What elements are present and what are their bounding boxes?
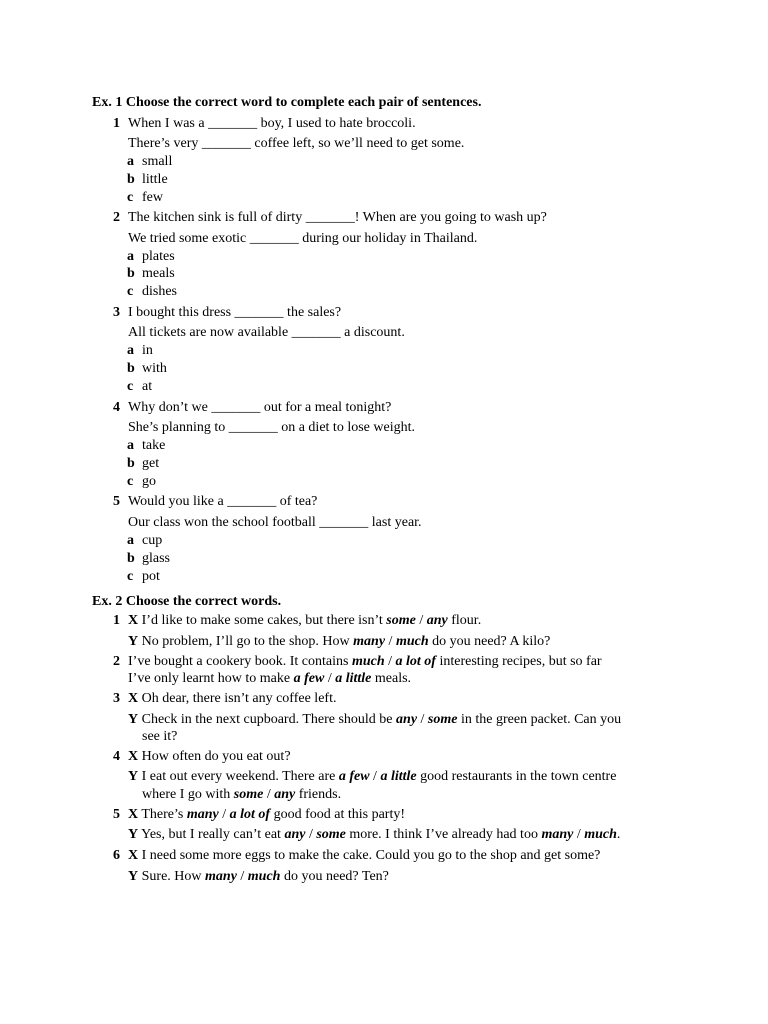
ex1-option[interactable]: b with [127,361,167,376]
ex1-sentence: When I was a _______ boy, I used to hate broccoli. [128,116,416,131]
ex1-heading: Ex. 1 Choose the correct word to complete each pair of sentences. [92,95,482,110]
choice[interactable]: any [274,787,296,802]
ex1-sentence: She’s planning to _______ on a diet to lose weight. [128,420,415,435]
ex1-sentence: Why don’t we _______ out for a meal tonight? [128,400,392,415]
ex1-item-number: 3 [113,305,120,320]
ex1-option[interactable]: a cup [127,533,163,548]
ex2-line: see it? [142,729,178,744]
choice[interactable]: a lot of [395,654,436,669]
ex1-option[interactable]: b meals [127,266,175,281]
ex2-line: X There’s many / a lot of good food at this party! [128,807,406,822]
ex1-sentence: I bought this dress _______ the sales? [128,305,342,320]
choice[interactable]: some [427,712,458,727]
ex2-line: X I’d like to make some cakes, but there isn’t some / any flour. [128,613,482,628]
choice[interactable]: much [395,634,429,649]
choice[interactable]: any [284,827,306,842]
choice[interactable]: many [205,869,237,884]
choice[interactable]: a little [335,671,372,686]
ex1-option[interactable]: a plates [127,249,175,264]
choice[interactable]: some [386,613,416,628]
choice[interactable]: many [541,827,574,842]
ex1-option[interactable]: c few [127,190,163,205]
ex1-item-number: 1 [113,116,120,131]
ex2-line: I’ve bought a cookery book. It contains much / a lot of interesting recipes, but so far [128,654,602,669]
ex2-item-number: 1 [113,613,120,628]
ex2-line: Y Check in the next cupboard. There should be any / some in the green packet. Can you [128,712,622,727]
choice[interactable]: a lot of [229,807,271,822]
choice[interactable]: a few [338,769,370,784]
ex2-item-number: 6 [113,848,120,863]
ex2-line: Y I eat out every weekend. There are a few / a little good restaurants in the town centre [128,769,617,784]
ex2-item-number: 4 [113,749,120,764]
ex2-line: X Oh dear, there isn’t any coffee left. [128,691,337,706]
ex2-line: Y No problem, I’ll go to the shop. How many / much do you need? A kilo? [128,634,551,649]
ex2-line: Y Sure. How many / much do you need? Ten? [128,869,389,884]
choice[interactable]: many [353,634,386,649]
ex2-line: I’ve only learnt how to make a few / a little meals. [128,671,412,686]
ex1-item-number: 2 [113,210,120,225]
ex1-option[interactable]: a in [127,343,153,358]
choice[interactable]: a few [293,671,325,686]
ex2-line: where I go with some / any friends. [142,787,342,802]
ex1-option[interactable]: c at [127,379,153,394]
ex1-sentence: We tried some exotic _______ during our holiday in Thailand. [128,231,478,246]
ex1-option[interactable]: a small [127,154,173,169]
ex1-sentence: All tickets are now available _______ a discount. [128,325,405,340]
ex1-option[interactable]: b get [127,456,160,471]
choice[interactable]: any [426,613,448,628]
ex2-line: Y Yes, but I really can’t eat any / some more. I think I’ve already had too many / much. [128,827,621,842]
ex2-item-number: 5 [113,807,120,822]
ex2-line: X I need some more eggs to make the cake. Could you go to the shop and get some? [128,848,601,863]
ex2-item-number: 2 [113,654,120,669]
choice[interactable]: any [396,712,418,727]
ex1-sentence: Our class won the school football _______ last year. [128,515,422,530]
ex1-option[interactable]: b glass [127,551,170,566]
ex1-sentence: There’s very _______ coffee left, so we’ll need to get some. [128,136,465,151]
ex1-option[interactable]: c pot [127,569,160,584]
ex1-option[interactable]: c dishes [127,284,177,299]
ex1-item-number: 4 [113,400,120,415]
ex1-option[interactable]: c go [127,474,156,489]
ex1-item-number: 5 [113,494,120,509]
choice[interactable]: many [186,807,219,822]
choice[interactable]: a little [380,769,417,784]
ex1-option[interactable]: a take [127,438,166,453]
choice[interactable]: much [247,869,281,884]
choice[interactable]: some [233,787,264,802]
choice[interactable]: much [351,654,385,669]
ex1-sentence: Would you like a _______ of tea? [128,494,318,509]
ex1-sentence: The kitchen sink is full of dirty _______! When are you going to wash up? [128,210,547,225]
ex1-option[interactable]: b little [127,172,168,187]
choice[interactable]: some [316,827,346,842]
ex2-line: X How often do you eat out? [128,749,291,764]
ex2-item-number: 3 [113,691,120,706]
choice[interactable]: much [584,827,617,842]
ex2-heading: Ex. 2 Choose the correct words. [92,594,282,609]
